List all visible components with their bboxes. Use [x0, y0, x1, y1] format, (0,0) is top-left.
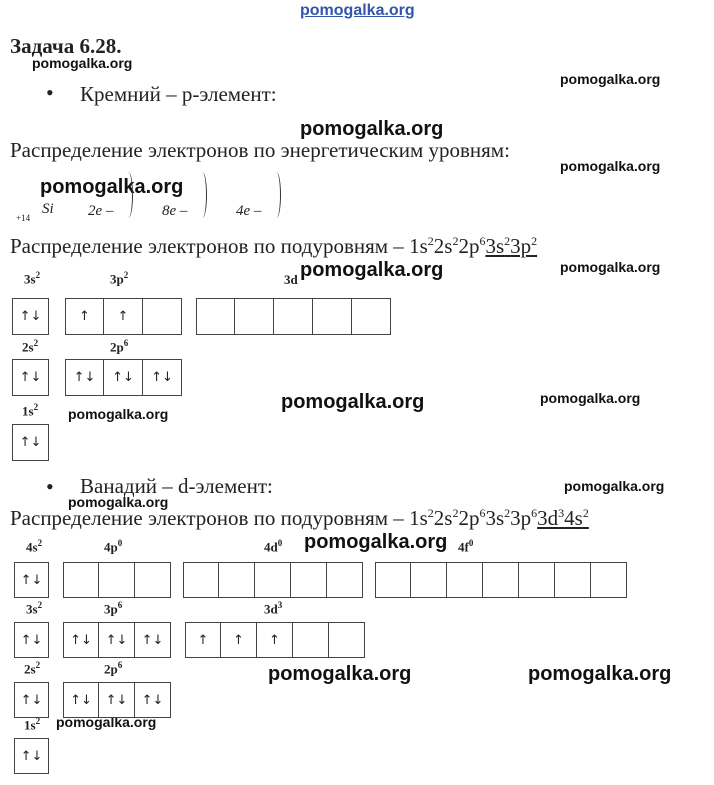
- orbital-cell: [135, 562, 171, 598]
- bullet-dot: •: [46, 80, 54, 105]
- orbital-cell: ↑↓: [143, 359, 182, 396]
- watermark: pomogalka.org: [304, 531, 448, 553]
- orbital-cell: [274, 298, 313, 335]
- orbital-cell: ↑↓: [99, 622, 135, 658]
- silicon-level-1: 2e –: [88, 203, 114, 219]
- orbital-row-4d: [183, 562, 363, 598]
- silicon-config-prefix: Распределение электронов по подуровням –: [10, 234, 410, 258]
- watermark: pomogalka.org: [68, 494, 169, 510]
- orbital-label-3d: $3d^3$: [264, 600, 283, 617]
- orbital-cell: [63, 562, 99, 598]
- orbital-cell: ↑: [221, 622, 257, 658]
- orbital-cell: [447, 562, 483, 598]
- orbital-cell: [143, 298, 182, 335]
- orbital-label-4d: $4d^0$: [264, 538, 283, 555]
- orbital-label-4p: $4p^0$: [104, 538, 123, 555]
- orbital-label-2s: $2s^2$: [24, 660, 41, 677]
- silicon-level-2: 8e –: [162, 203, 188, 219]
- vanadium-config-valence: $3d^34s^2$: [537, 506, 589, 530]
- watermark: pomogalka.org: [40, 176, 184, 198]
- orbital-row-3p: [63, 622, 171, 658]
- orbital-cell: [219, 562, 255, 598]
- orbital-label-3p: $3p^2$: [110, 270, 129, 287]
- vanadium-config-line: Распределение электронов по подуровням – $1s^22s^22p^63s^23p^63d^34s^2$: [10, 506, 589, 530]
- orbital-cell: [483, 562, 519, 598]
- orbital-cell: ↑↓: [104, 359, 143, 396]
- orbital-cell: [293, 622, 329, 658]
- orbital-cell: ↑↓: [63, 622, 99, 658]
- orbital-label-2s: $2s^2$: [22, 338, 39, 355]
- watermark: pomogalka.org: [560, 158, 661, 174]
- watermark: pomogalka.org: [540, 390, 641, 406]
- orbital-cell: ↑: [185, 622, 221, 658]
- orbital-row-4f: [375, 562, 627, 598]
- orbital-label-4f: $4f^0$: [458, 538, 474, 555]
- orbital-cell: [519, 562, 555, 598]
- watermark: pomogalka.org: [68, 406, 169, 422]
- orbital-label-4s: $4s^2$: [26, 538, 43, 555]
- orbital-cell: [291, 562, 327, 598]
- orbital-cell: ↑: [257, 622, 293, 658]
- orbital-cell: [327, 562, 363, 598]
- orbital-cell: ↑: [65, 298, 104, 335]
- watermark: pomogalka.org: [32, 55, 133, 71]
- orbital-cell: [99, 562, 135, 598]
- watermark: pomogalka.org: [560, 71, 661, 87]
- orbital-cell-2s: ↑↓: [12, 359, 49, 396]
- orbital-cell: ↑↓: [65, 359, 104, 396]
- orbital-label-3s: $3s^2$: [24, 270, 41, 287]
- orbital-cell-4s: ↑↓: [14, 562, 49, 598]
- orbital-cell-3s: ↑↓: [14, 622, 49, 658]
- orbital-cell: [352, 298, 391, 335]
- orbital-cell: [313, 298, 352, 335]
- orbital-label-3s: $3s^2$: [26, 600, 43, 617]
- vanadium-bullet-text: Ванадий – d-элемент:: [80, 474, 273, 498]
- silicon-charge: +14: [16, 213, 31, 223]
- watermark: pomogalka.org: [528, 663, 672, 685]
- orbital-label-3d: 3d: [284, 272, 298, 287]
- bullet-dot: •: [46, 474, 54, 499]
- silicon-levels-heading: Распределение электронов по энергетическим уровням:: [10, 138, 510, 162]
- orbital-cell: [375, 562, 411, 598]
- orbital-row-3p: [65, 298, 182, 335]
- orbital-cell: [411, 562, 447, 598]
- orbital-cell: [591, 562, 627, 598]
- orbital-label-2p: $2p^6$: [110, 338, 129, 355]
- orbital-row-2p: [65, 359, 182, 396]
- orbital-cell: [255, 562, 291, 598]
- silicon-config-valence: $3s^23p^2$: [485, 234, 538, 258]
- orbital-cell: [235, 298, 274, 335]
- silicon-level-3: 4e –: [236, 203, 262, 219]
- watermark: pomogalka.org: [560, 259, 661, 275]
- top-watermark-link[interactable]: pomogalka.org: [300, 2, 415, 19]
- orbital-row-3d: [185, 622, 365, 658]
- silicon-symbol: Si: [42, 201, 54, 217]
- level-arc: [272, 172, 281, 218]
- silicon-bullet-text: Кремний – p-элемент:: [80, 82, 277, 106]
- silicon-config-line: Распределение электронов по подуровням – $1s^22s^22p^63s^23p^2$: [10, 234, 538, 258]
- orbital-cell: ↑↓: [63, 682, 99, 718]
- orbital-cell: ↑↓: [99, 682, 135, 718]
- orbital-row-2p: [63, 682, 171, 718]
- orbital-label-1s: $1s^2$: [24, 716, 41, 733]
- orbital-row-4p: [63, 562, 171, 598]
- orbital-cell: [329, 622, 365, 658]
- orbital-cell: ↑↓: [135, 682, 171, 718]
- vanadium-config-prefix: Распределение электронов по подуровням –: [10, 506, 410, 530]
- page-title: Задача 6.28.: [10, 34, 122, 58]
- orbital-cell: [555, 562, 591, 598]
- orbital-cell-2s: ↑↓: [14, 682, 49, 718]
- level-arc: [198, 172, 207, 218]
- watermark: pomogalka.org: [300, 118, 444, 140]
- orbital-label-3p: $3p^6$: [104, 600, 123, 617]
- orbital-cell-3s: ↑↓: [12, 298, 49, 335]
- watermark: pomogalka.org: [56, 714, 157, 730]
- orbital-label-1s: $1s^2$: [22, 402, 39, 419]
- watermark: pomogalka.org: [281, 391, 425, 413]
- orbital-cell-1s: ↑↓: [14, 738, 49, 774]
- level-arc: [124, 172, 133, 218]
- orbital-cell: [196, 298, 235, 335]
- watermark: pomogalka.org: [564, 478, 665, 494]
- orbital-cell-1s: ↑↓: [12, 424, 49, 461]
- orbital-row-3d: [196, 298, 391, 335]
- orbital-label-2p: $2p^6$: [104, 660, 123, 677]
- watermark: pomogalka.org: [300, 259, 444, 281]
- watermark: pomogalka.org: [268, 663, 412, 685]
- orbital-cell: ↑: [104, 298, 143, 335]
- orbital-cell: [183, 562, 219, 598]
- orbital-cell: ↑↓: [135, 622, 171, 658]
